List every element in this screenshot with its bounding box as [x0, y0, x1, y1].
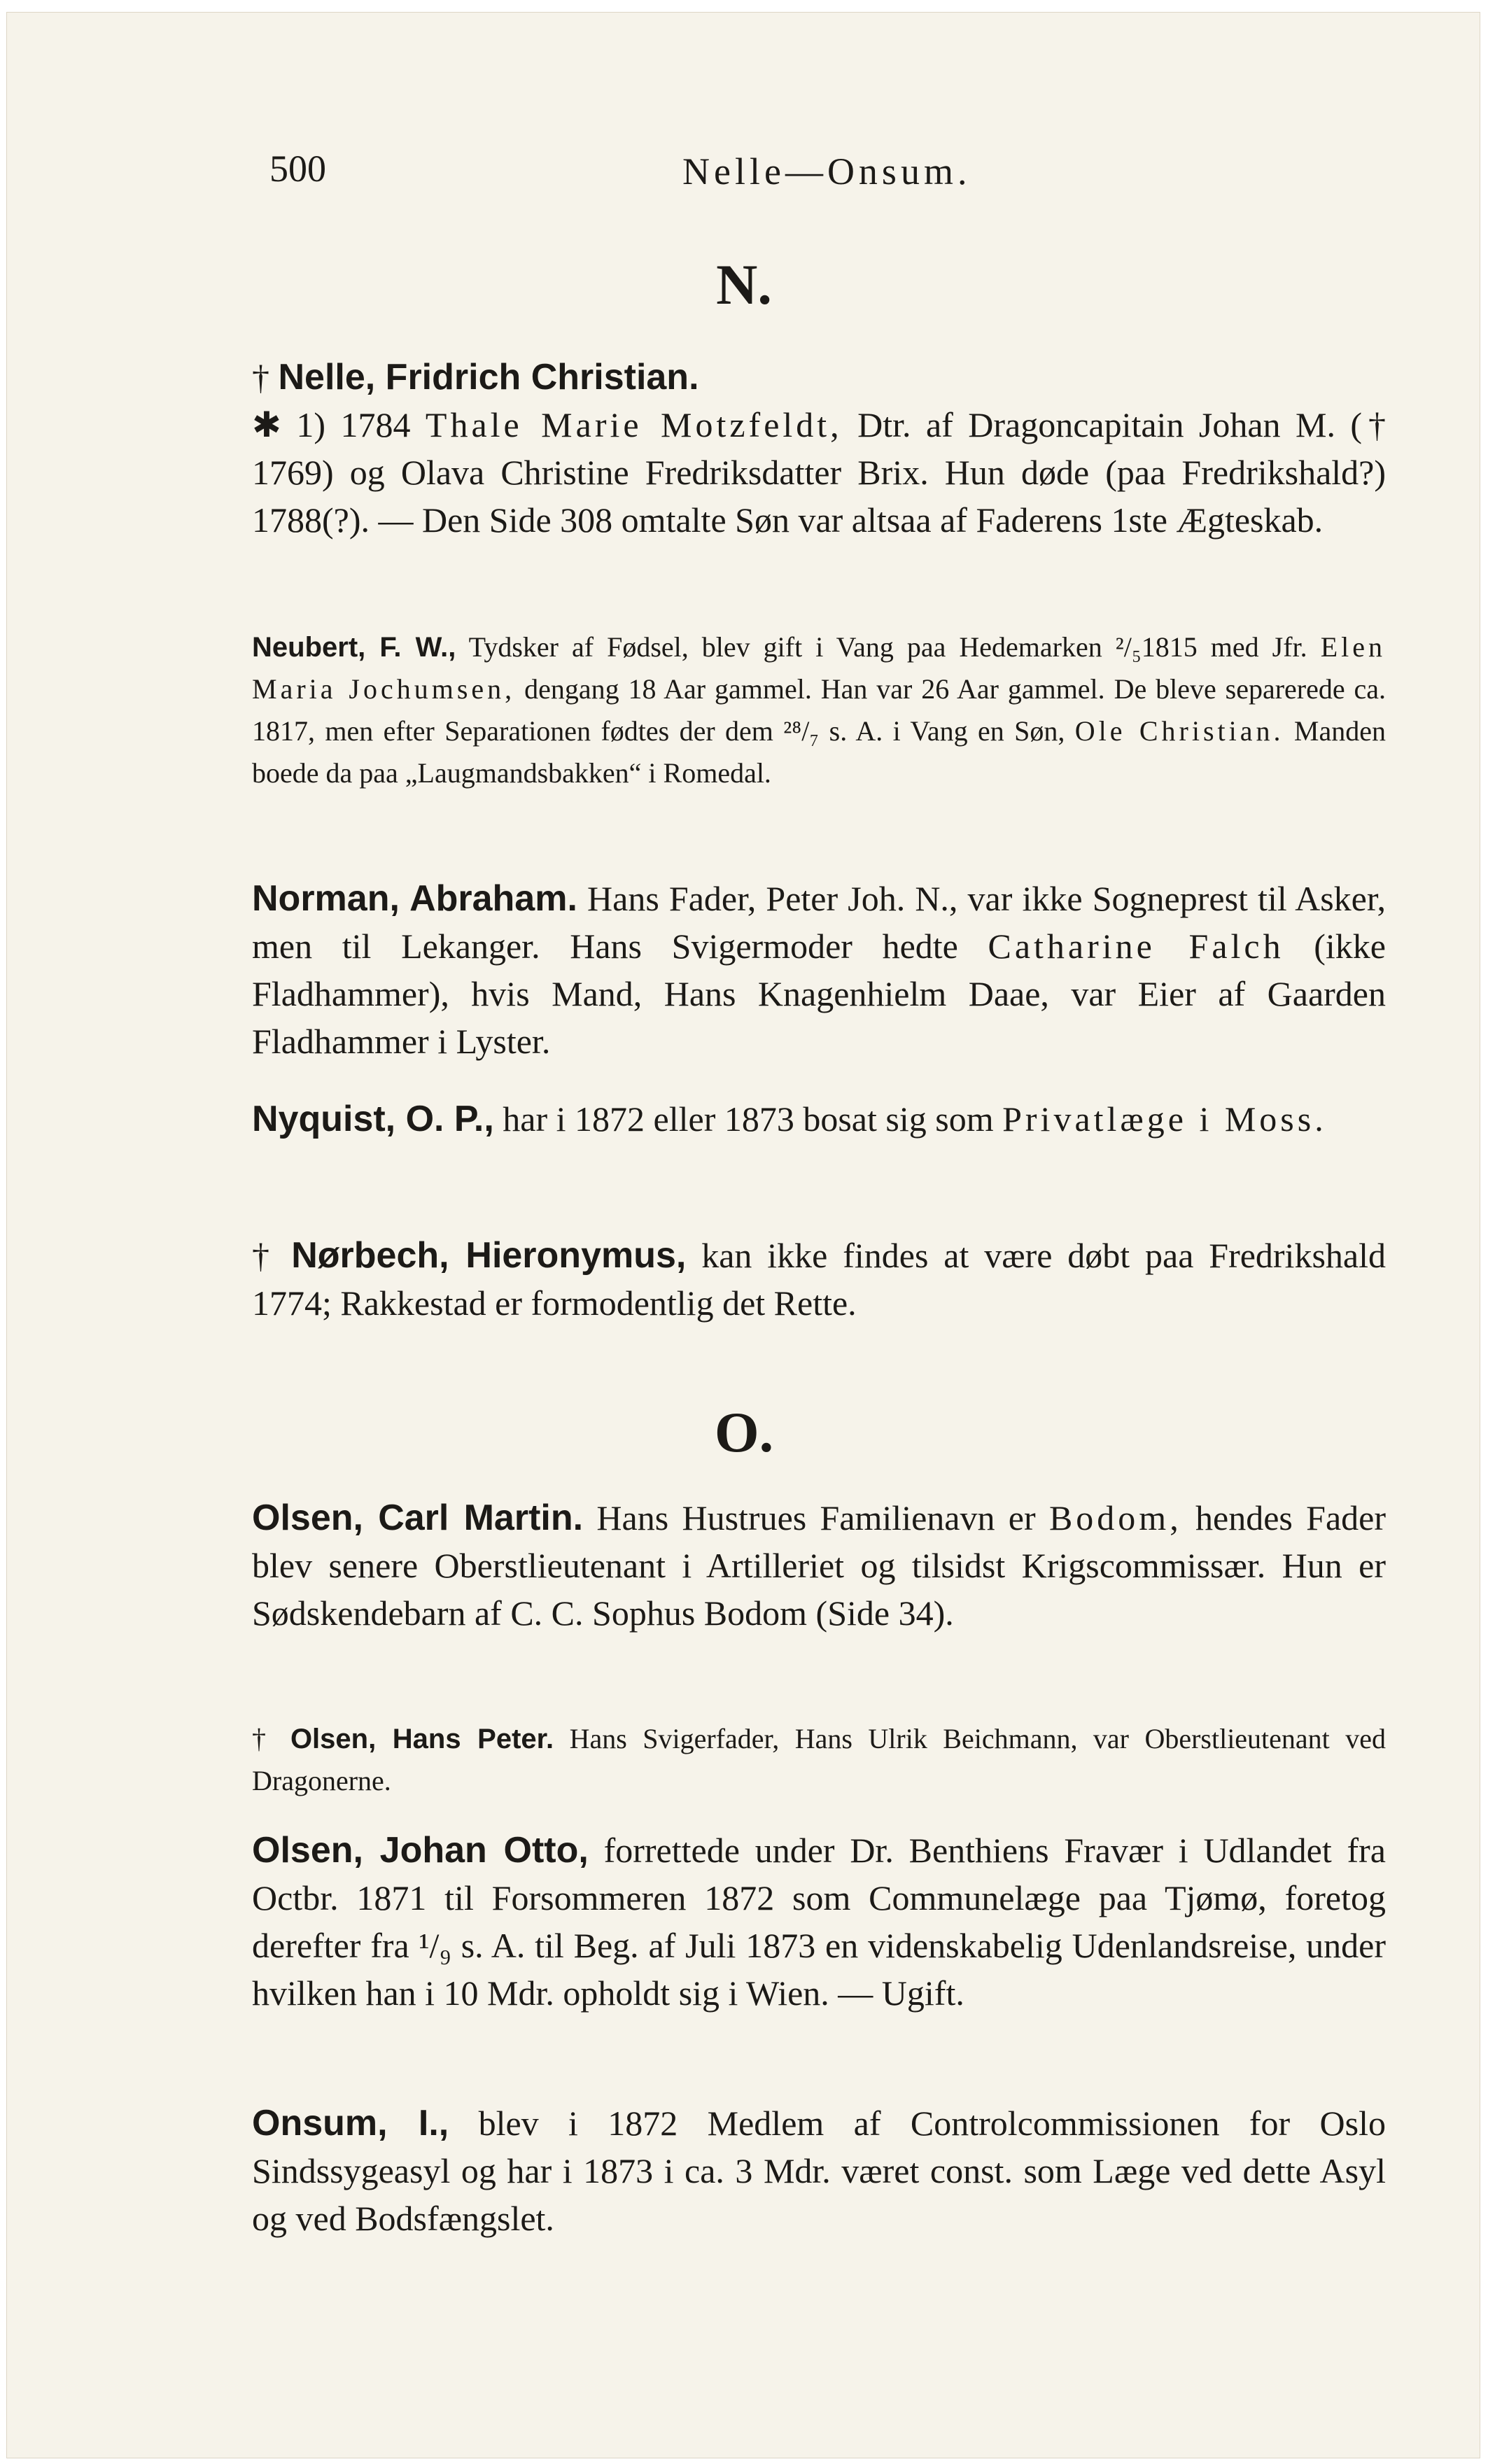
entry-text: Hans Svigerfader, Hans Ulrik Beichmann, var Oberstlieutenant ved Dragonerne. — [252, 1723, 1387, 1796]
entry-norman — [252, 875, 1386, 1065]
entry-onsum — [252, 2099, 1386, 2242]
section-letter-n: N. — [716, 253, 772, 316]
dagger-mark: † — [252, 1236, 276, 1275]
entry-name: Neubert, F. W., — [252, 632, 456, 663]
entry-neubert — [252, 626, 1386, 794]
entry-name: Olsen, Carl Martin. — [252, 1498, 584, 1538]
son-name: Ole Christian. — [1074, 715, 1284, 747]
entry-name: Nørbech, Hieronymus, — [291, 1235, 687, 1276]
running-title: Nelle—Onsum. — [682, 150, 971, 192]
marriage-star: ✱ — [252, 405, 281, 444]
page-number: 500 — [269, 148, 326, 190]
family-name: Bodom, — [1048, 1498, 1182, 1537]
entry-nyquist — [252, 1095, 1386, 1143]
section-letter-o: O. — [714, 1400, 774, 1464]
entry-text: forrettede under Dr. Benthiens Fravær i Udlandet fra Octbr. 1871 til Forsommeren 1872 som Communelæge paa Tjømø, foretog derefter fra ¹/₉ s. A. til Beg. af Juli 1873 en videnskabelig Udenlandsreise, under hvilken han i 10 Mdr. opholdt sig i Wien. — Ugift. — [252, 1831, 1386, 2013]
entry-text: 1) 1784 — [281, 405, 426, 444]
entry-norbech — [252, 1232, 1386, 1327]
occupation: Privatlæge i Moss. — [1002, 1099, 1327, 1139]
entry-text: Tydsker af Fødsel, blev gift i Vang paa Hedemarken ²/₅1815 med Jfr. — [456, 631, 1321, 663]
entry-text: har i 1872 eller 1873 bosat sig som — [493, 1099, 1003, 1139]
entry-text: Hans Fader, Peter Joh. N., var ikke Sogneprest til Asker, men til Lekanger. Hans Svigermoder hedte — [252, 879, 1386, 966]
entry-text: Manden boede da paa „Laugmandsbakken“ i Romedal. — [252, 715, 1386, 789]
spouse-name: Thale Marie Motzfeldt, — [425, 405, 843, 444]
person-name: Catharine Falch — [988, 927, 1284, 966]
dagger-mark: † — [252, 358, 269, 397]
entry-olsen-carl — [252, 1494, 1386, 1637]
entry-text: (ikke Fladhammer), hvis Mand, Hans Knagenhielm Daae, var Eier af Gaarden Fladhammer i Lyster. — [252, 927, 1386, 1061]
entry-name: Norman, Abraham. — [252, 878, 577, 919]
entry-name: Nyquist, O. P., — [252, 1099, 494, 1139]
entry-text: kan ikke findes at være døbt paa Fredrikshald 1774; Rakkestad er formodentlig det Rette. — [252, 1236, 1386, 1323]
entry-name: Olsen, Hans Peter. — [290, 1724, 554, 1754]
entry-olsen-hans — [252, 1718, 1386, 1802]
entry-olsen-johan — [252, 1826, 1386, 2017]
entry-text: Dtr. af Dragoncapitain Johan M. († 1769) og Olava Christine Fredriksdatter Brix. Hun døde (paa Fredrikshald?) 1788(?). — Den Side 308 omtalte Søn var altsaa af Faderens 1ste Ægteskab. — [252, 405, 1386, 540]
spouse-name: Elen Maria Jochumsen, — [252, 631, 1386, 705]
entry-name: Olsen, Johan Otto, — [252, 1830, 589, 1871]
entry-text: blev i 1872 Medlem af Controlcommissionen for Oslo Sindssygeasyl og har i 1873 i ca. 3 Mdr. været const. som Læge ved dette Asyl og ved Bodsfængslet. — [252, 2104, 1386, 2238]
entry-text: Hans Hustrues Familienavn er — [583, 1498, 1049, 1537]
entry-nelle — [252, 353, 1386, 544]
dagger-mark: † — [252, 1723, 275, 1754]
entry-name: Nelle, Fridrich Christian. — [278, 357, 699, 397]
entry-name: Onsum, I., — [252, 2103, 449, 2143]
page-header — [0, 147, 1488, 203]
entry-text: dengang 18 Aar gammel. Han var 26 Aar gammel. De bleve separerede ca. 1817, men efter Separationen fødtes der dem ²⁸/₇ s. A. i Vang en Søn, — [252, 673, 1387, 747]
entry-text: hendes Fader blev senere Oberstlieutenant i Artilleriet og tilsidst Krigscommissær. Hun er Sødskendebarn af C. C. Sophus Bodom (Side 34). — [252, 1498, 1387, 1633]
